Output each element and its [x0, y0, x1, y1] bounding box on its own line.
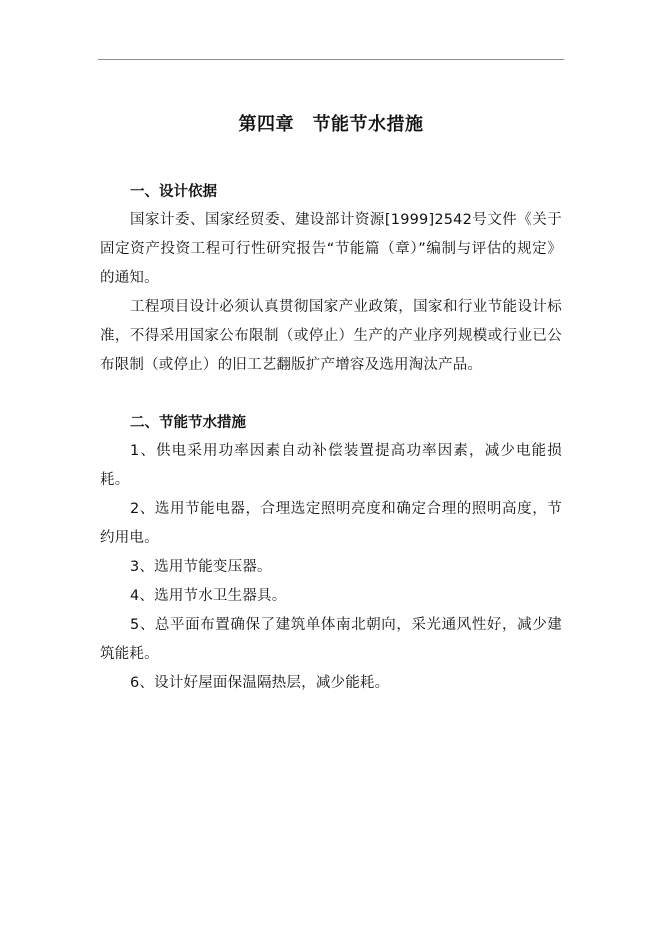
document-body [100, 108, 562, 698]
measure-item-6: 6、设计好屋面保温隔热层，减少能耗。 [130, 675, 390, 691]
section-heading-design-basis: 一、设计依据 [130, 184, 217, 200]
paragraph-basis-policy: 工程项目设计必须认真贯彻国家产业政策，国家和行业节能设计标准，不得采用国家公布限制（或停止）生产的产业序列规模或行业已公布限制（或停止）的旧工艺翻版扩产增容及选用淘汰产品。 [100, 299, 562, 373]
section-spacer [100, 380, 562, 409]
header-rule [98, 59, 564, 60]
measure-item-3: 3、选用节能变压器。 [130, 559, 272, 575]
measure-item-2: 2、选用节能电器，合理选定照明亮度和确定合理的照明高度，节约用电。 [100, 501, 562, 546]
measure-item-1: 1、供电采用功率因素自动补偿装置提高功率因素，减少电能损耗。 [100, 443, 562, 488]
measure-item-5: 5、总平面布置确保了建筑单体南北朝向，采光通风性好，减少建筑能耗。 [100, 617, 562, 662]
measure-item-4: 4、选用节水卫生器具。 [130, 588, 287, 604]
section-heading-measures: 二、节能节水措施 [130, 415, 246, 431]
chapter-title: 第四章 节能节水措施 [238, 114, 424, 135]
paragraph-basis-document: 国家计委、国家经贸委、建设部计资源[1999]2542号文件《关于固定资产投资工程可行性研究报告“节能篇（章）”编制与评估的规定》的通知。 [100, 212, 562, 286]
